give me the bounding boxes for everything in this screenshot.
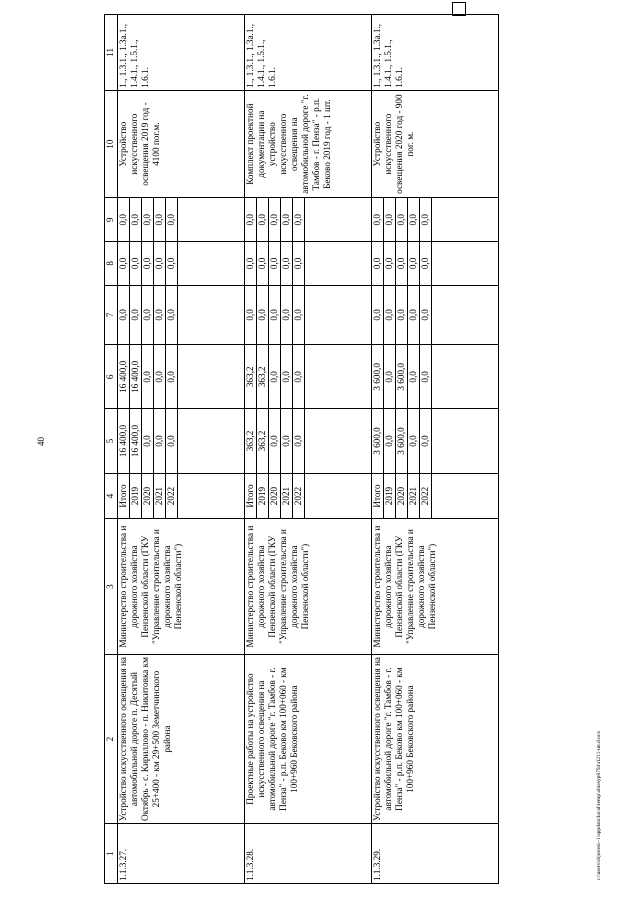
value-col-7: 0,0 <box>396 285 408 345</box>
value-col-8: 0,0 <box>166 242 178 286</box>
header-col-3: 3 <box>105 519 118 654</box>
value-col-8: 0,0 <box>396 242 408 286</box>
value-col-6: 3 600,0 <box>396 345 408 409</box>
row-name: Устройство искусственного освещения на автомобильной дороге "г. Тамбов - г. Пенза" - р.п. Беково км 100+060 - км 100+960 Бековского района <box>372 654 499 824</box>
header-col-8: 8 <box>105 242 118 286</box>
value-col-9: 0,0 <box>408 198 420 242</box>
filler-cell <box>432 285 499 345</box>
value-col-8: 0,0 <box>384 242 396 286</box>
value-col-6: 16 400,0 <box>130 345 142 409</box>
value-col-7: 0,0 <box>142 285 154 345</box>
value-col-9: 0,0 <box>154 198 166 242</box>
value-col-9: 0,0 <box>396 198 408 242</box>
row-indicators: 1., 1.3.1., 1.3а.1., 1.4.1., 1.5.1., 1.6.1. <box>118 15 245 91</box>
value-col-5: 16 400,0 <box>118 409 130 473</box>
year-cell: 2019 <box>257 473 269 519</box>
filler-cell <box>432 242 499 286</box>
row-indicators: 1., 1.3.1., 1.3а.1., 1.4.1., 1.5.1., 1.6.1. <box>245 15 372 91</box>
value-col-5: 3 600,0 <box>396 409 408 473</box>
value-col-5: 0,0 <box>408 409 420 473</box>
value-col-5: 0,0 <box>154 409 166 473</box>
value-col-5: 363,2 <box>257 409 269 473</box>
row-id: 1.1.3.28. <box>245 824 372 884</box>
value-col-6: 0,0 <box>384 345 396 409</box>
value-col-6: 3 600,0 <box>372 345 384 409</box>
value-col-8: 0,0 <box>408 242 420 286</box>
table-row <box>118 15 130 884</box>
filler-cell <box>178 345 245 409</box>
year-cell: 2019 <box>384 473 396 519</box>
filler-cell <box>432 198 499 242</box>
value-col-6: 0,0 <box>166 345 178 409</box>
value-col-9: 0,0 <box>384 198 396 242</box>
value-col-9: 0,0 <box>269 198 281 242</box>
filler-cell <box>305 285 372 345</box>
row-name: Проектные работы на устройство искусственного освещения на автомобильной дороге "г. Тамбов - г. Пенза" - р.п. Беково км 100+060 - км 100+960 Бековского района <box>245 654 372 824</box>
table-block-1-1-3-28 <box>245 15 372 884</box>
header-col-9: 9 <box>105 198 118 242</box>
row-executor: Министерство строительства и дорожного хозяйства Пензенской области (ГКУ "Управление строительства и дорожного хозяйства Пензенской области") <box>245 519 372 654</box>
value-col-9: 0,0 <box>281 198 293 242</box>
header-col-4: 4 <box>105 473 118 519</box>
value-col-7: 0,0 <box>420 285 432 345</box>
value-col-9: 0,0 <box>257 198 269 242</box>
year-cell: 2022 <box>420 473 432 519</box>
value-col-5: 3 600,0 <box>372 409 384 473</box>
header-row <box>105 15 118 884</box>
value-col-6: 0,0 <box>281 345 293 409</box>
row-id: 1.1.3.27. <box>118 824 245 884</box>
table-block-1-1-3-29 <box>372 15 499 884</box>
row-result: Устройство искусственного освещения 2019 год - 4100 пог.м. <box>118 90 245 198</box>
year-cell: 2019 <box>130 473 142 519</box>
value-col-5: 0,0 <box>293 409 305 473</box>
header-col-7: 7 <box>105 285 118 345</box>
value-col-8: 0,0 <box>142 242 154 286</box>
value-col-6: 0,0 <box>293 345 305 409</box>
value-col-7: 0,0 <box>408 285 420 345</box>
value-col-6: 0,0 <box>269 345 281 409</box>
filler-cell <box>178 473 245 519</box>
filler-cell <box>178 198 245 242</box>
value-col-8: 0,0 <box>420 242 432 286</box>
year-cell: 2021 <box>154 473 166 519</box>
value-col-9: 0,0 <box>293 198 305 242</box>
value-col-8: 0,0 <box>130 242 142 286</box>
row-result: Комплект проектной документации на устройство искусственного освещения на автомобильной дороге "г. Тамбов - г. Пенза" - р.п. Беково 2019 год - 1 шт. <box>245 90 372 198</box>
value-col-9: 0,0 <box>372 198 384 242</box>
value-col-5: 0,0 <box>281 409 293 473</box>
value-col-9: 0,0 <box>130 198 142 242</box>
footer-file-path: c:\users\sbjorosk~1\appdata\local\temp\abiesyp8794\ri211-un.d.ocx <box>596 730 602 880</box>
row-result: Устройство искусственного освещения 2020 год - 900 пог. м. <box>372 90 499 198</box>
value-col-8: 0,0 <box>269 242 281 286</box>
value-col-6: 0,0 <box>142 345 154 409</box>
page-number: 40 <box>36 437 46 446</box>
value-col-9: 0,0 <box>166 198 178 242</box>
value-col-6: 0,0 <box>420 345 432 409</box>
value-col-5: 0,0 <box>166 409 178 473</box>
table-row <box>245 15 257 884</box>
value-col-8: 0,0 <box>154 242 166 286</box>
year-cell: 2022 <box>166 473 178 519</box>
filler-cell <box>305 198 372 242</box>
filler-cell <box>432 345 499 409</box>
table-row <box>372 15 384 884</box>
filler-cell <box>432 409 499 473</box>
header-col-1: 1 <box>105 824 118 884</box>
year-cell: 2022 <box>293 473 305 519</box>
value-col-7: 0,0 <box>130 285 142 345</box>
value-col-9: 0,0 <box>245 198 257 242</box>
row-name: Устройство искусственного освещения на автомобильной дороге п. Десятый Октябрь - с. Кириллово - п. Никитовка км 25+400 - км 29+500 Земетчинского района <box>118 654 245 824</box>
value-col-7: 0,0 <box>281 285 293 345</box>
value-col-6: 16 400,0 <box>118 345 130 409</box>
year-cell: 2021 <box>281 473 293 519</box>
year-cell: Итого <box>245 473 257 519</box>
value-col-7: 0,0 <box>293 285 305 345</box>
value-col-5: 0,0 <box>142 409 154 473</box>
value-col-6: 0,0 <box>408 345 420 409</box>
value-col-7: 0,0 <box>384 285 396 345</box>
year-cell: 2020 <box>269 473 281 519</box>
value-col-7: 0,0 <box>154 285 166 345</box>
value-col-8: 0,0 <box>372 242 384 286</box>
filler-cell <box>305 242 372 286</box>
filler-cell <box>305 409 372 473</box>
value-col-7: 0,0 <box>166 285 178 345</box>
filler-cell <box>178 242 245 286</box>
value-col-5: 0,0 <box>269 409 281 473</box>
value-col-7: 0,0 <box>269 285 281 345</box>
value-col-7: 0,0 <box>245 285 257 345</box>
row-indicators: 1., 1.3.1., 1.3а.1., 1.4.1., 1.5.1., 1.6.1. <box>372 15 499 91</box>
header-col-6: 6 <box>105 345 118 409</box>
filler-cell <box>178 285 245 345</box>
value-col-6: 0,0 <box>154 345 166 409</box>
filler-cell <box>432 473 499 519</box>
year-cell: 2021 <box>408 473 420 519</box>
value-col-8: 0,0 <box>257 242 269 286</box>
value-col-8: 0,0 <box>245 242 257 286</box>
value-col-9: 0,0 <box>420 198 432 242</box>
value-col-8: 0,0 <box>293 242 305 286</box>
value-col-6: 363,2 <box>257 345 269 409</box>
row-executor: Министерство строительства и дорожного хозяйства Пензенской области (ГКУ "Управление строительства и дорожного хозяйства Пензенской области") <box>372 519 499 654</box>
value-col-9: 0,0 <box>118 198 130 242</box>
row-id: 1.1.3.29. <box>372 824 499 884</box>
program-table-rotated <box>104 14 588 884</box>
value-col-5: 363,2 <box>245 409 257 473</box>
header-col-11: 11 <box>105 15 118 91</box>
value-col-9: 0,0 <box>142 198 154 242</box>
value-col-7: 0,0 <box>372 285 384 345</box>
value-col-8: 0,0 <box>281 242 293 286</box>
value-col-5: 0,0 <box>384 409 396 473</box>
row-executor: Министерство строительства и дорожного хозяйства Пензенской области (ГКУ "Управление строительства и дорожного хозяйства Пензенской области") <box>118 519 245 654</box>
filler-cell <box>305 473 372 519</box>
value-col-5: 0,0 <box>420 409 432 473</box>
year-cell: Итого <box>118 473 130 519</box>
value-col-7: 0,0 <box>257 285 269 345</box>
value-col-7: 0,0 <box>118 285 130 345</box>
header-col-10: 10 <box>105 90 118 198</box>
filler-cell <box>305 345 372 409</box>
year-cell: 2020 <box>396 473 408 519</box>
value-col-8: 0,0 <box>118 242 130 286</box>
program-table <box>104 14 499 884</box>
filler-cell <box>178 409 245 473</box>
value-col-5: 16 400,0 <box>130 409 142 473</box>
year-cell: Итого <box>372 473 384 519</box>
year-cell: 2020 <box>142 473 154 519</box>
header-col-5: 5 <box>105 409 118 473</box>
table-block-1-1-3-27 <box>118 15 245 884</box>
header-col-2: 2 <box>105 654 118 824</box>
value-col-6: 363,2 <box>245 345 257 409</box>
